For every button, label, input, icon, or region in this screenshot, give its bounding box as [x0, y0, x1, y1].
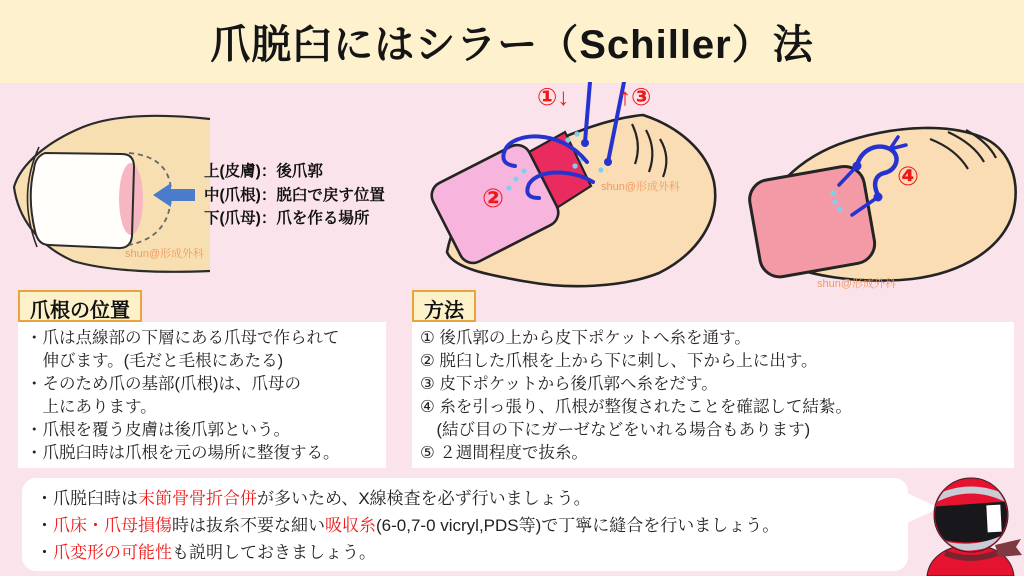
- title-banner: [0, 0, 1024, 83]
- reduced-nail-plate: [747, 163, 878, 280]
- text-segment: ・: [36, 543, 53, 562]
- text-segment: ・爪脱臼時は: [36, 489, 138, 508]
- method-header: 方法: [412, 290, 476, 322]
- notes-bubble: [22, 478, 908, 571]
- text-line: ④ 糸を引っ張り、爪根が整復されたことを確認して結紮。: [420, 398, 852, 416]
- watermark: shun@形成外科: [817, 278, 897, 290]
- anatomy-annotation: [204, 160, 385, 231]
- highlighted-text: 爪変形の可能性: [53, 543, 172, 562]
- nail-root-header: 爪根の位置: [18, 290, 142, 322]
- text-segment: 時は抜糸不要な細い: [172, 516, 325, 535]
- highlighted-text: 吸収糸: [325, 516, 376, 535]
- nail-matrix-lunula: [119, 163, 143, 235]
- text-line: [36, 485, 894, 512]
- text-segment: (6-0,7-0 vicryl,PDS等)で丁寧に縫合を行いましょう。: [376, 516, 780, 535]
- text-line: ・爪脱臼時は爪根を元の場所に整復する。: [26, 444, 340, 462]
- text-line: 上にあります。: [26, 398, 157, 416]
- suture-step-illustration: [425, 82, 725, 292]
- text-line: 伸びます。(毛だと毛根にあたる): [26, 352, 284, 370]
- tied-knot-illustration: [740, 95, 1024, 300]
- nail-plate: [31, 153, 134, 248]
- step-marker-2: ②: [482, 183, 505, 213]
- text-line: ・爪根を覆う皮膚は後爪郭という。: [26, 421, 290, 439]
- nail-root-panel: [18, 322, 386, 468]
- step-marker-1: ①↓: [537, 84, 570, 111]
- step-marker-3: ↑③: [619, 84, 652, 111]
- step-marker-4: ④: [897, 161, 920, 191]
- watermark: shun@形成外科: [125, 248, 205, 260]
- text-segment: ・: [36, 516, 53, 535]
- highlighted-text: 爪床・爪母損傷: [53, 516, 172, 535]
- text-line: ③ 皮下ポケットから後爪郭へ糸をだす。: [420, 375, 718, 393]
- text-line: 下(爪母)：爪を作る場所: [204, 210, 370, 227]
- text-line: ⑤ ２週間程度で抜糸。: [420, 444, 588, 462]
- text-line: [36, 539, 894, 566]
- highlighted-text: 末節骨骨折合併: [138, 489, 257, 508]
- visor-shine: [986, 505, 1001, 533]
- text-line: ① 後爪郭の上から皮下ポケットへ糸を通す。: [420, 329, 751, 347]
- text-line: ・爪は点線部の下層にある爪母で作られて: [26, 329, 340, 347]
- text-line: ② 脱臼した爪根を上から下に刺し、下から上に出す。: [420, 352, 818, 370]
- text-line: (結び目の下にガーゼなどをいれる場合もあります): [420, 421, 811, 439]
- method-panel: [412, 322, 1014, 468]
- ranger-character: [915, 465, 1024, 576]
- page-title: 爪脱臼にはシラー（Schiller）法: [210, 23, 814, 67]
- text-line: 中(爪根)：脱臼で戻す位置: [204, 186, 385, 204]
- text-line: ・そのため爪の基部(爪根)は、爪母の: [26, 375, 301, 393]
- text-segment: も説明しておきましょう。: [172, 543, 376, 562]
- text-line: 上(皮膚)：後爪郭: [204, 163, 323, 180]
- ranger-scarf: [995, 539, 1022, 557]
- text-segment: が多いため、X線検査を必ず行いましょう。: [257, 489, 591, 508]
- text-line: [36, 512, 894, 539]
- watermark: shun@形成外科: [601, 181, 681, 193]
